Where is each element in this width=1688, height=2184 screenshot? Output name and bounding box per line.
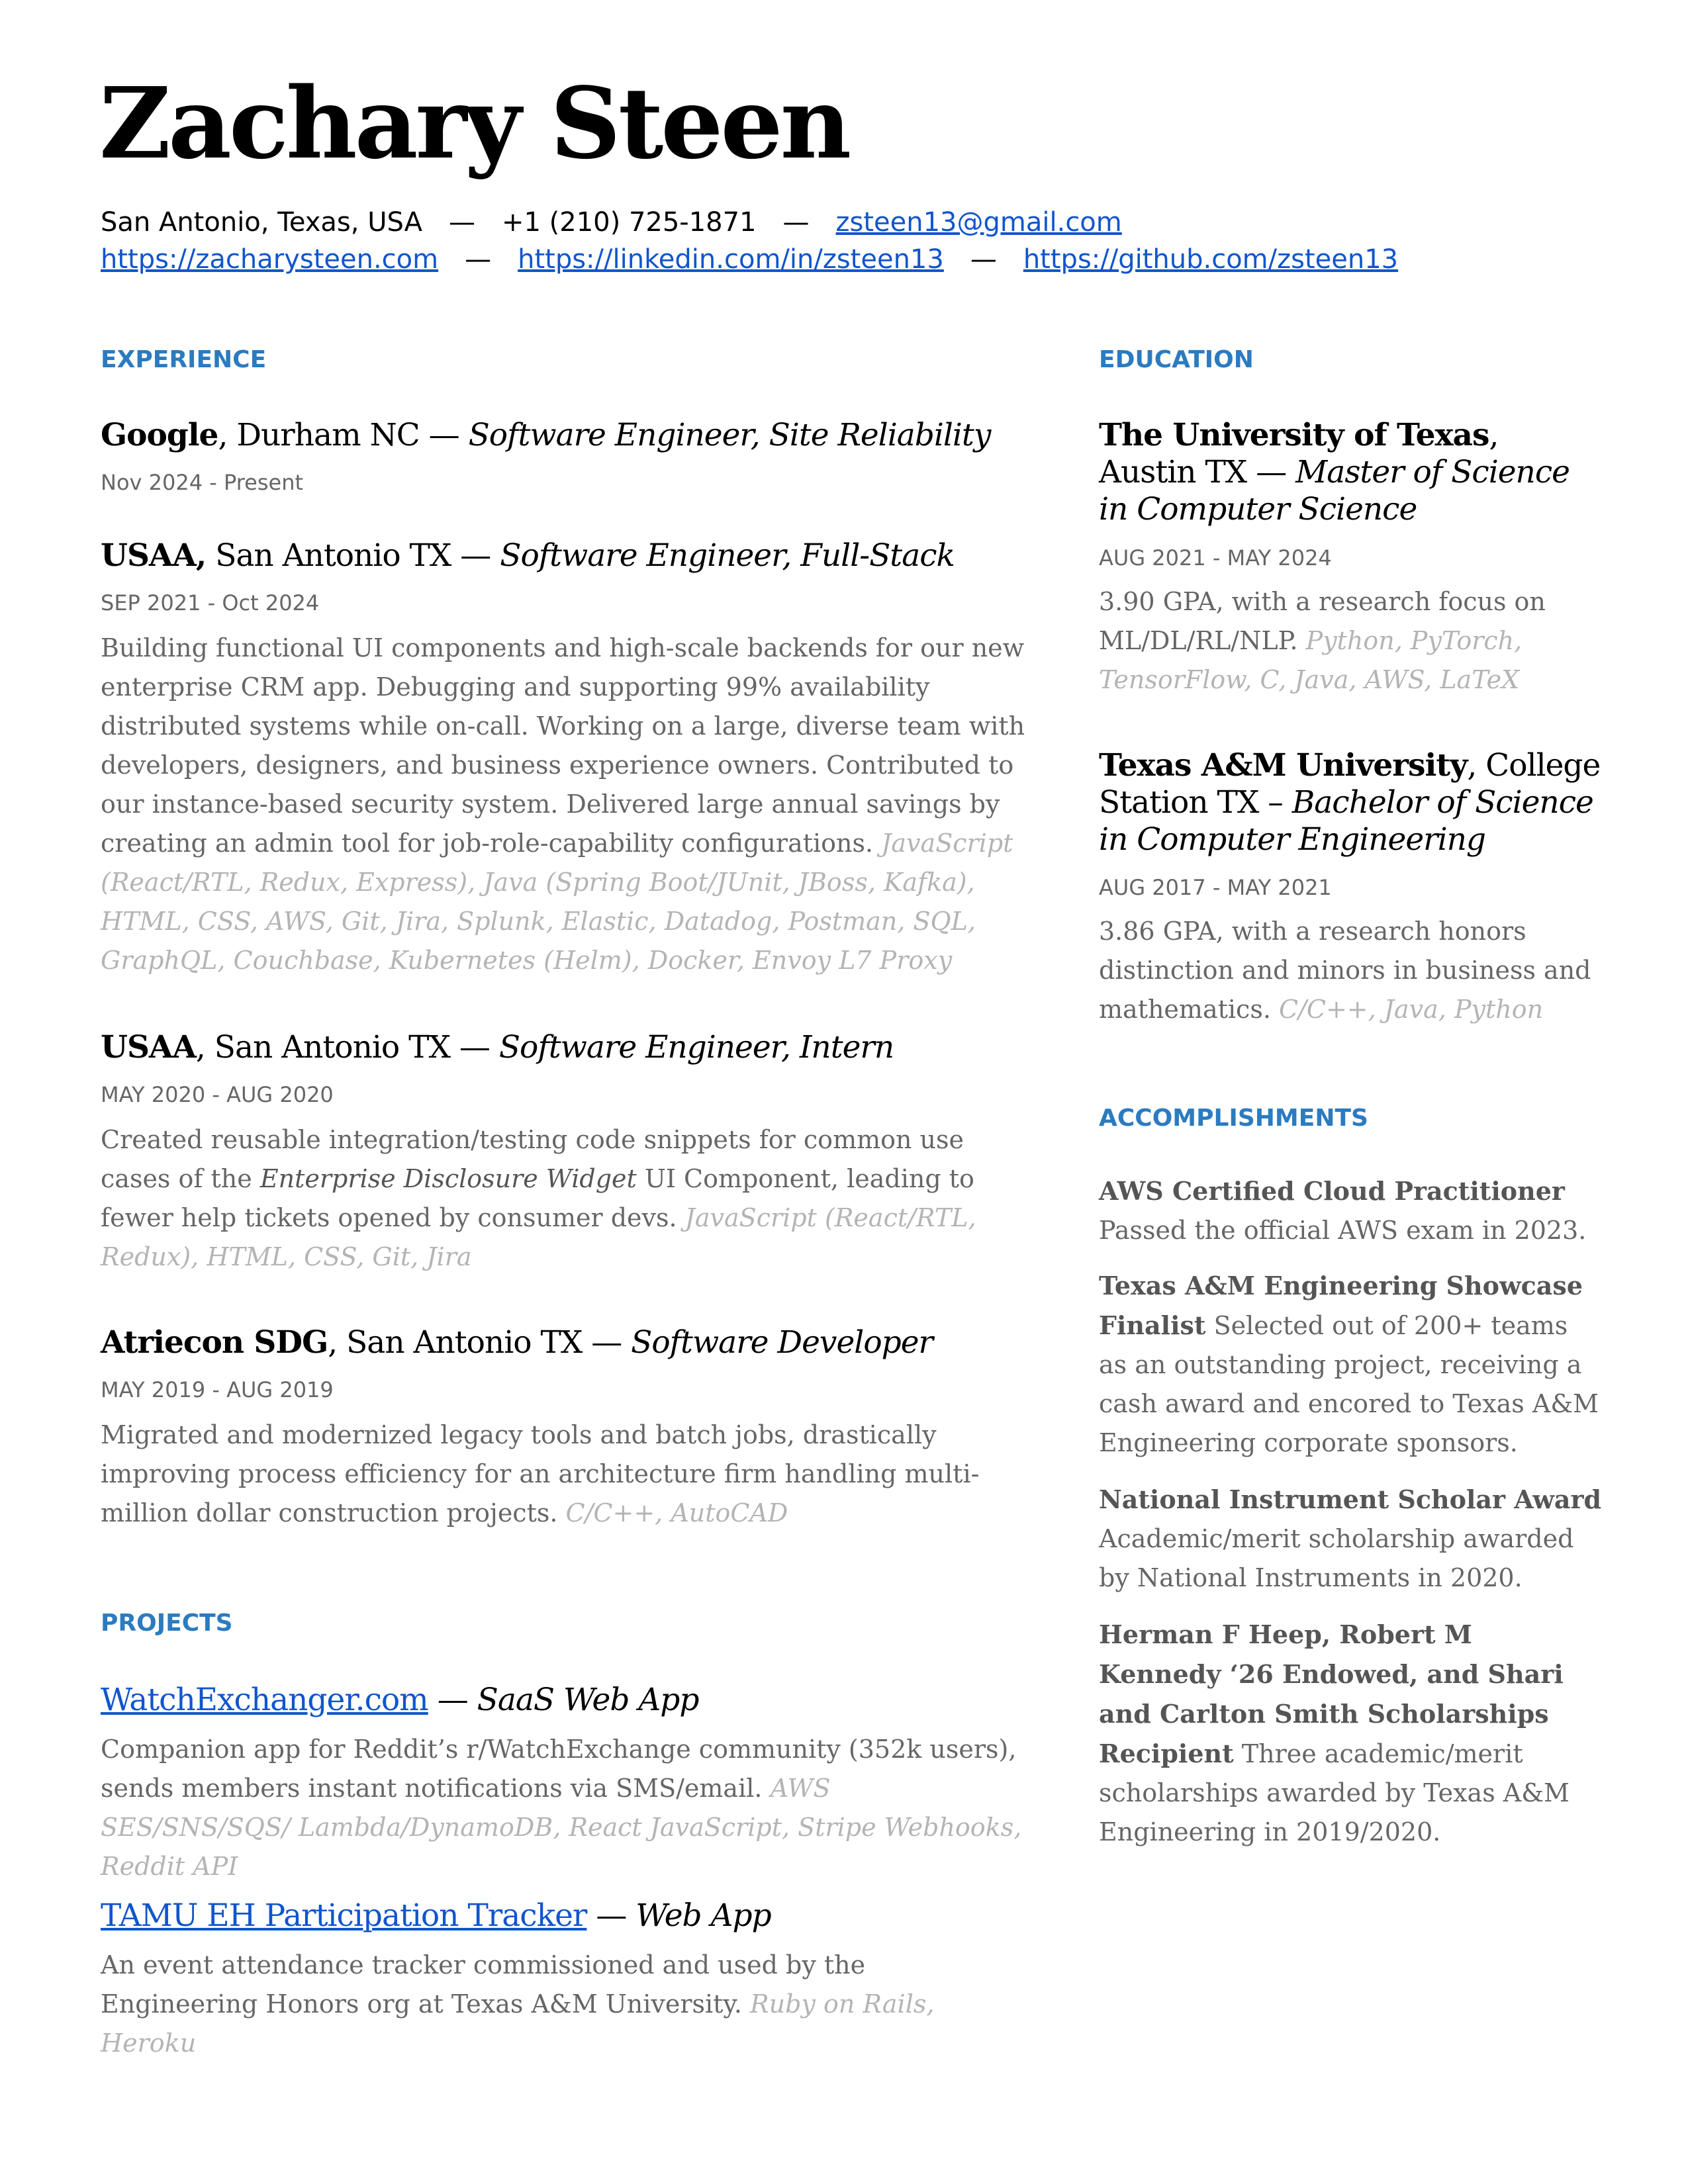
project-link[interactable]: WatchExchanger.com — [101, 1682, 428, 1718]
job-description: Building functional UI components and high-scale backends for our new enterprise CRM app. Debugging and supporting 99% availability distributed systems while on-call. Working on a large, diverse team with developers, designers, and business experience owners. Contributed to our instance-based security system. Delivered large annual savings by creating an admin tool for job-role-capability configurations. JavaScript (React/RTL, Redux, Express), Java (Spring Boot/JUnit, JBoss, Kafka), HTML, CSS, AWS, Git, Jira, Splunk, Elastic, Datadog, Postman, SQL, GraphQL, Couchbase, Kubernetes (Helm), Docker, Envoy L7 Proxy — [101, 633, 1025, 975]
experience-heading: EXPERIENCE — [101, 346, 267, 373]
separator: — — [448, 207, 475, 238]
resume-name: Zachary Steen — [99, 66, 849, 181]
job-dates: MAY 2019 - AUG 2019 — [101, 1377, 334, 1402]
separator: — — [782, 207, 810, 238]
linkedin-link[interactable]: https://linkedin.com/in/zsteen13 — [518, 244, 944, 275]
projects-heading: PROJECTS — [101, 1610, 233, 1637]
project-link[interactable]: TAMU EH Participation Tracker — [101, 1897, 587, 1934]
phone: +1 (210) 725-1871 — [501, 207, 757, 238]
email-link[interactable]: zsteen13@gmail.com — [835, 207, 1122, 238]
accomplishment-title: Texas A&M Engineering Showcase Finalist — [1099, 1271, 1583, 1340]
school-skills: Python, PyTorch, TensorFlow, C, Java, AWS, LaTeX — [1099, 626, 1523, 694]
accomplishment-item — [1099, 1266, 1602, 1463]
school-skills: C/C++, Java, Python — [1279, 995, 1544, 1024]
education-heading: EDUCATION — [1099, 346, 1254, 373]
job-skills: JavaScript (React/RTL, Redux, Express), Java (Spring Boot/JUnit, JBoss, Kafka), HTML, CSS, AWS, Git, Jira, Splunk, Elastic, Datadog, Postman, SQL, GraphQL, Couchbase, Kubernetes (Helm), Docker, Envoy L7 Proxy — [101, 829, 1013, 975]
accomplishment-item — [1099, 1171, 1602, 1250]
job-skills: C/C++, AutoCAD — [565, 1498, 788, 1527]
contact-line-2 — [101, 246, 1398, 273]
accomplishment-title: Herman F Heep, Robert M Kennedy ‘26 Endowed, and Shari and Carlton Smith Scholarships Recipient — [1099, 1619, 1564, 1768]
accomplishment-item — [1099, 1615, 1602, 1852]
job-dates: MAY 2020 - AUG 2020 — [101, 1082, 334, 1107]
github-link[interactable]: https://github.com/zsteen13 — [1023, 244, 1399, 275]
accomplishments-heading: ACCOMPLISHMENTS — [1099, 1105, 1368, 1132]
job-title: Atriecon SDG, San Antonio TX — Software Developer — [101, 1324, 933, 1361]
project-description: An event attendance tracker commissioned and used by the Engineering Honors org at Texas A&M University. Ruby on Rails, Heroku — [101, 1950, 935, 2058]
accomplishment-text: Selected out of 200+ teams as an outstanding project, receiving a cash award and encored to Texas A&M Engineering corporate sponsors. — [1099, 1311, 1599, 1457]
location: San Antonio, Texas, USA — [101, 207, 422, 238]
accomplishment-item — [1099, 1480, 1602, 1598]
job-title: USAA, San Antonio TX — Software Engineer, Full-Stack — [101, 537, 955, 574]
project-description: Companion app for Reddit’s r/WatchExchange community (352k users), sends members instant notifications via SMS/email. AWS SES/SNS/SQS/ Lambda/DynamoDB, React JavaScript, Stripe Webhooks, Reddit API — [101, 1735, 1022, 1881]
job-description: Created reusable integration/testing code snippets for common use cases of the Enterprise Disclosure Widget UI Component, leading to fewer help tickets opened by consumer devs. JavaScript (React/RTL, Redux), HTML, CSS, Git, Jira — [101, 1125, 976, 1271]
contact-line-1 — [101, 209, 1122, 236]
separator: — — [465, 244, 492, 275]
accomplishment-title: AWS Certified Cloud Practitioner — [1099, 1176, 1565, 1206]
website-link[interactable]: https://zacharysteen.com — [101, 244, 439, 275]
accomplishment-text: Three academic/merit scholarships awarded by Texas A&M Engineering in 2019/2020. — [1099, 1739, 1570, 1846]
job-title: Google, Durham NC — Software Engineer, Site Reliability — [101, 417, 991, 453]
job-description: Migrated and modernized legacy tools and batch jobs, drastically improving process efficiency for an architecture firm handling multi-million dollar construction projects. C/C++, AutoCAD — [101, 1420, 980, 1527]
job-title: USAA, San Antonio TX — Software Engineer, Intern — [101, 1029, 894, 1066]
project-skills: Ruby on Rails, Heroku — [101, 1989, 935, 2058]
project-skills: AWS SES/SNS/SQS/ Lambda/DynamoDB, React JavaScript, Stripe Webhooks, Reddit API — [101, 1774, 1022, 1881]
job-dates: Nov 2024 - Present — [101, 470, 304, 495]
accomplishment-title: National Instrument Scholar Award — [1099, 1484, 1602, 1514]
project-title: WatchExchanger.com — SaaS Web App — [101, 1682, 699, 1718]
school-dates: AUG 2021 - MAY 2024 — [1099, 545, 1332, 570]
school-dates: AUG 2017 - MAY 2021 — [1099, 875, 1332, 900]
school-description: 3.86 GPA, with a research honors distinction and minors in business and mathematics. C/C++, Java, Python — [1099, 917, 1591, 1024]
school-title: Texas A&M University, College Station TX – Bachelor of Science in Computer Engineering — [1099, 747, 1601, 858]
school-title: The University of Texas, Austin TX — Master of Science in Computer Science — [1099, 417, 1570, 527]
accomplishment-text: Academic/merit scholarship awarded by National Instruments in 2020. — [1099, 1524, 1574, 1592]
job-skills: JavaScript (React/RTL, Redux), HTML, CSS, Git, Jira — [101, 1203, 976, 1271]
job-dates: SEP 2021 - Oct 2024 — [101, 590, 320, 615]
project-title: TAMU EH Participation Tracker — Web App — [101, 1897, 771, 1934]
school-description: 3.90 GPA, with a research focus on ML/DL/RL/NLP. Python, PyTorch, TensorFlow, C, Java, AWS, LaTeX — [1099, 587, 1546, 694]
separator: — — [970, 244, 997, 275]
accomplishment-text: Passed the official AWS exam in 2023. — [1099, 1216, 1587, 1245]
